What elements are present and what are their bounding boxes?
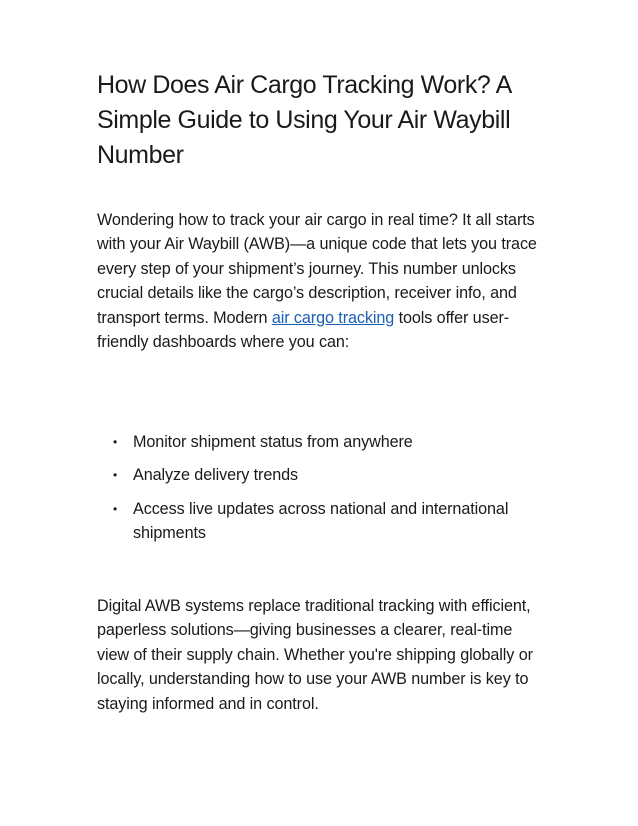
list-item <box>97 497 547 546</box>
closing-paragraph: Digital AWB systems replace traditional tracking with efficient, paperless solutions—giving businesses a clearer, real-time view of their supply chain. Whether you're shipping globally or locally, understanding how to use your AWB number is key to staying informed and in control. <box>97 597 533 713</box>
bullet-icon: • <box>113 468 118 483</box>
intro-paragraph <box>97 208 547 354</box>
bullet-icon: • <box>113 435 118 449</box>
intro-text-after-link: tools offer user-friendly dashboards where you can: <box>97 308 510 352</box>
list-item-text: Access live updates across national and international shipments <box>133 499 509 543</box>
list-item <box>97 463 547 487</box>
list-item <box>97 430 547 454</box>
bullet-icon: • <box>113 501 118 516</box>
intro-text-before-link: Wondering how to track your air cargo in real time? It all starts with your Air Waybill (AWB)—a unique code that lets you trace every step of your shipment’s journey. This number unlocks crucial details like the cargo’s description, receiver info, and transport terms. Modern <box>97 211 537 327</box>
air-cargo-tracking-link[interactable]: air cargo tracking <box>271 308 395 327</box>
feature-list <box>97 430 547 555</box>
list-item-text: Analyze delivery trends <box>133 466 299 485</box>
list-item-text: Monitor shipment status from anywhere <box>133 433 413 451</box>
page-title: How Does Air Cargo Tracking Work? A Simple Guide to Using Your Air Waybill Number <box>97 71 511 169</box>
